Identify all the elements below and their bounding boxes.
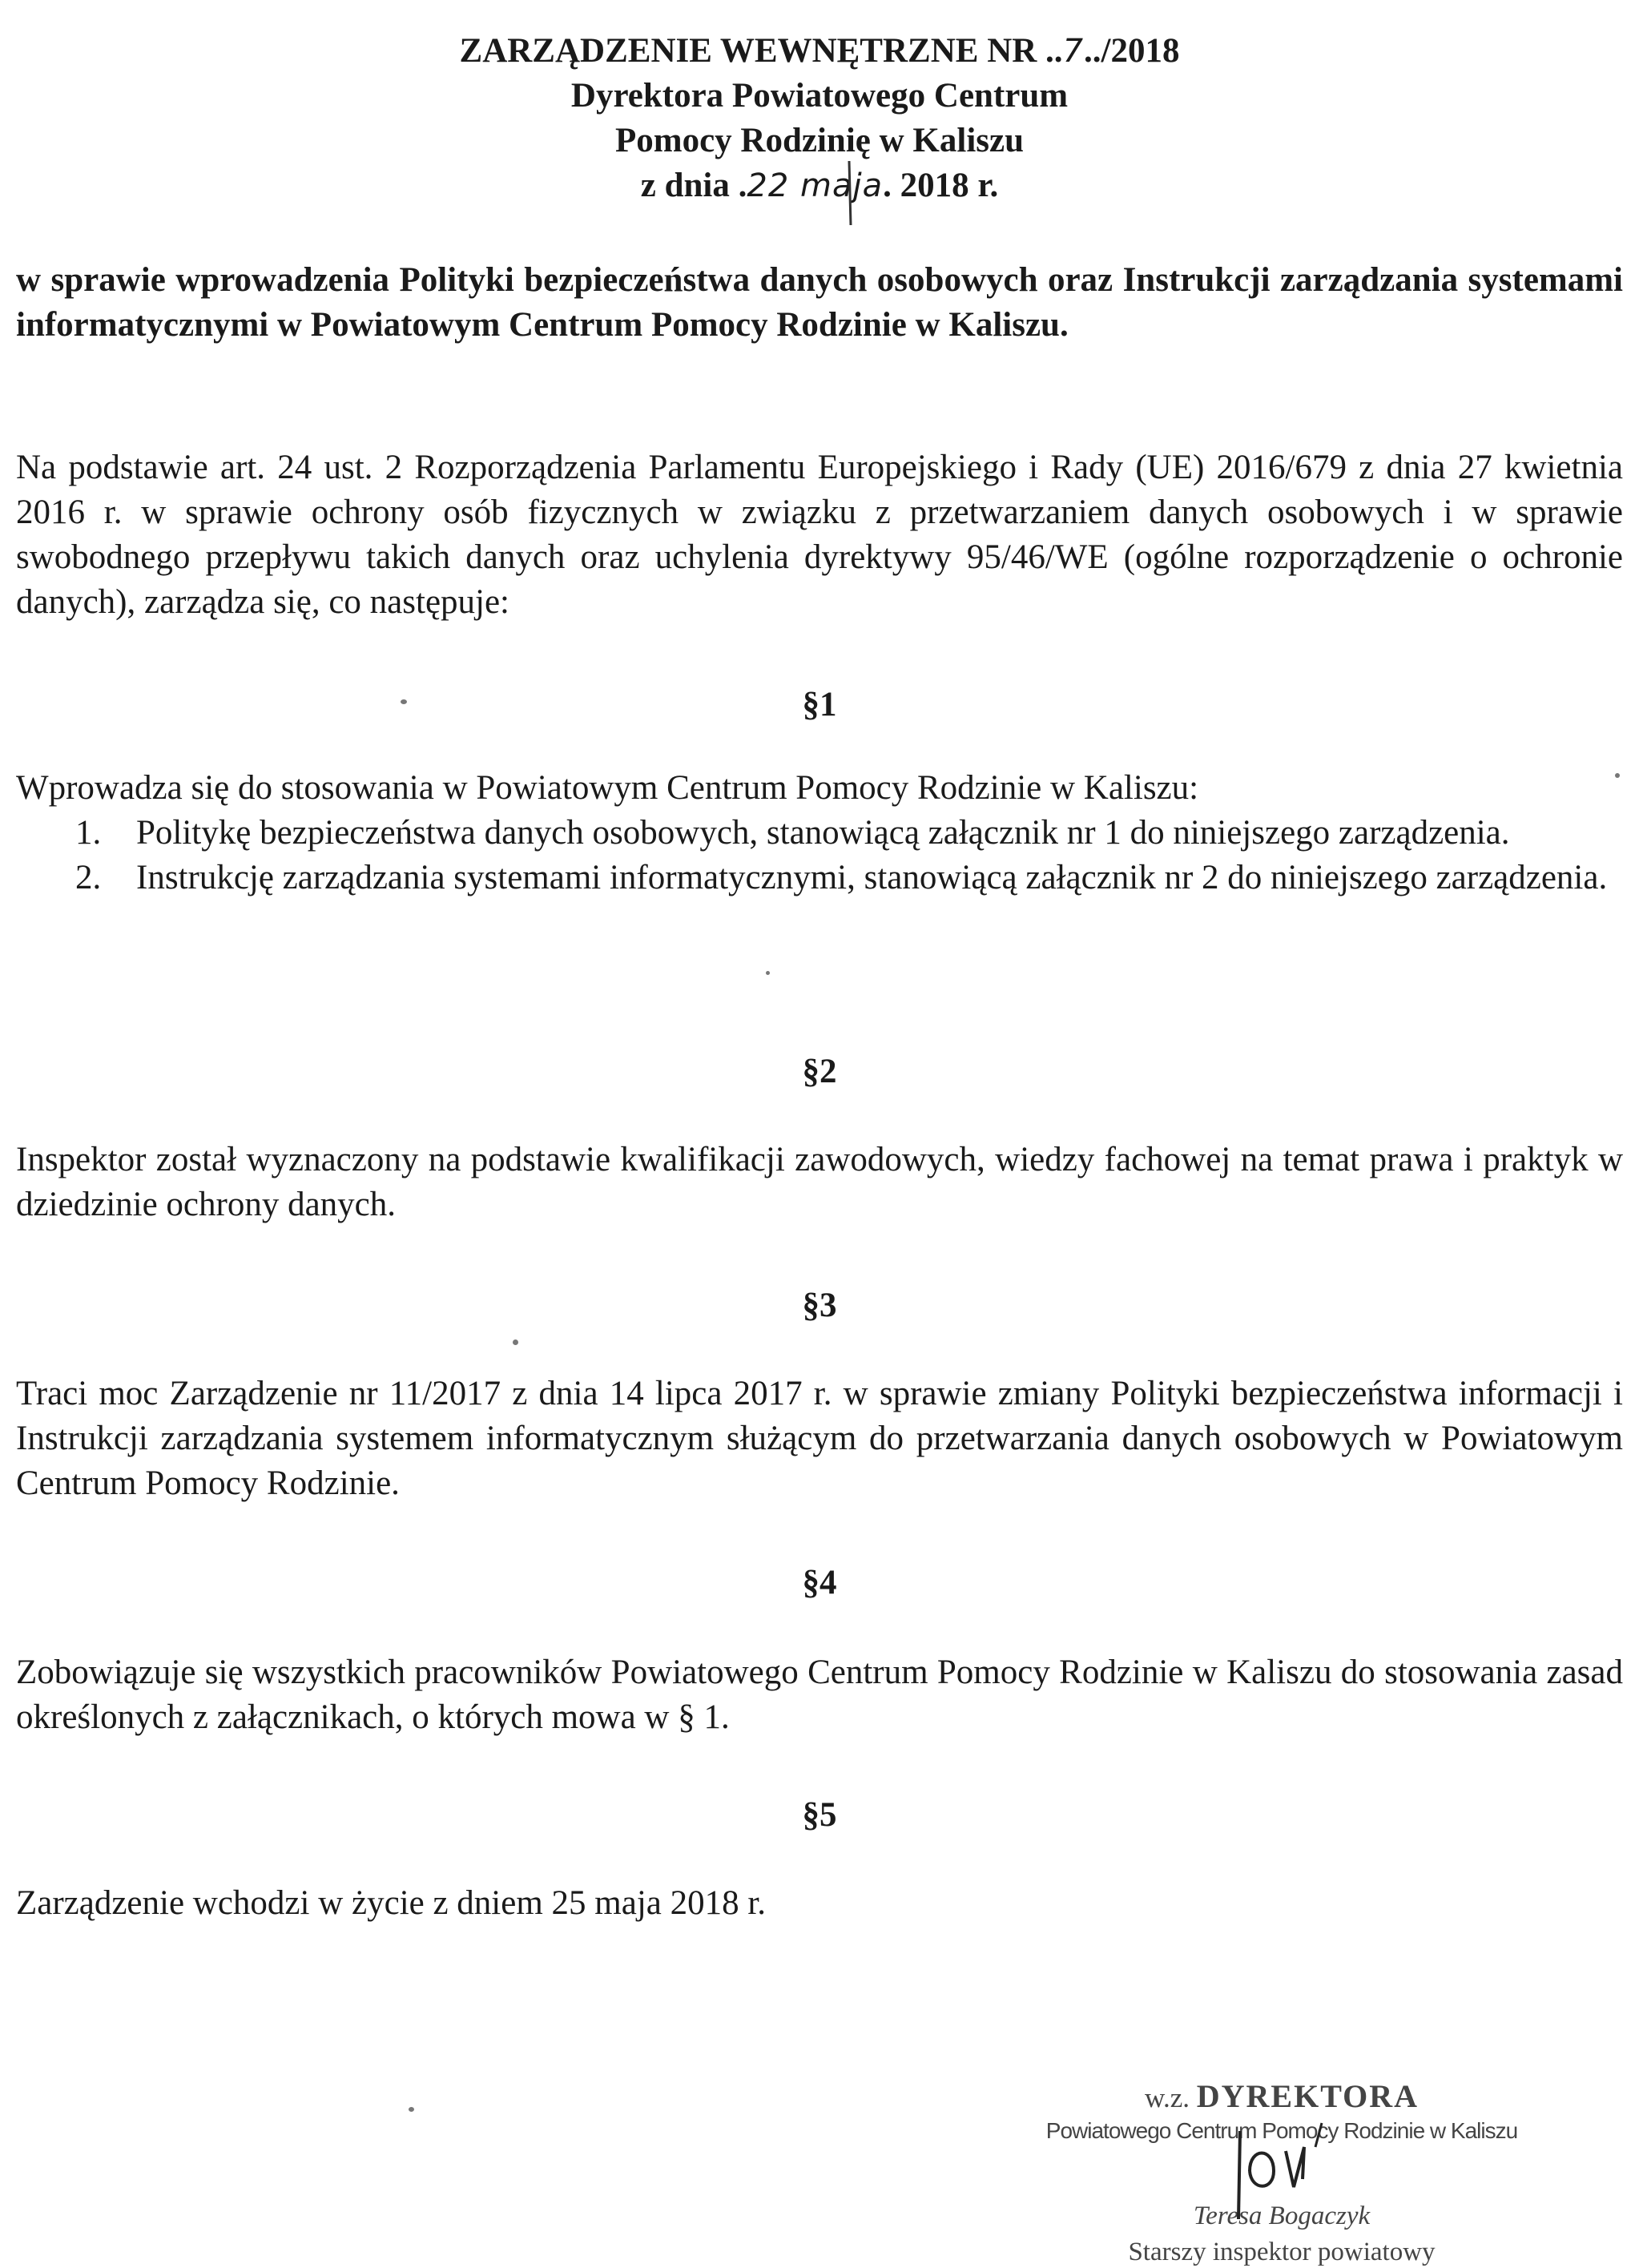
scan-speck [513,1339,518,1345]
scan-speck [1615,773,1620,778]
order-subject: w sprawie wprowadzenia Polityki bezpieczeństwa danych osobowych oraz Instrukcji zarządzania systemami informatycznymi w Powiatowym Centrum Pomocy Rodzinie w Kaliszu. [16,261,1623,344]
date-handwriting-stroke-icon [833,157,865,229]
section-heading-4: §4 [802,1564,837,1601]
section-1-intro: Wprowadza się do stosowania w Powiatowym Centrum Pomocy Rodzinie w Kaliszu: [16,769,1199,807]
handwritten-order-number: 7 [1062,33,1085,70]
stamp-position: Starszy inspektor powiatowy [1128,2238,1436,2266]
stamp-institution: Powiatowego Centrum Pomocy Rodzinie w Kaliszu [1045,2118,1518,2143]
section-2-text: Inspektor został wyznaczony na podstawie kwalifikacji zawodowych, wiedzy fachowej na temat prawa i praktyk w dziedzinie ochrony danych. [16,1141,1623,1223]
order-title: ZARZĄDZENIE WEWNĘTRZNE NR ..7../2018 [459,32,1180,70]
list-item: 2. Instrukcję zarządzania systemami informatycznymi, stanowiącą załącznik nr 2 do niniejszego zarządzenia. [75,859,1608,896]
section-5-text: Zarządzenie wchodzi w życie z dniem 25 maja 2018 r. [16,1884,767,1922]
issuer-institution: Pomocy Rodzinię w Kaliszu [615,122,1024,159]
section-4-text: Zobowiązuje się wszystkich pracowników Powiatowego Centrum Pomocy Rodzinie w Kaliszu do stosowania zasad określonych z załącznikach, o których mowa w § 1. [16,1654,1623,1736]
section-3-text: Traci moc Zarządzenie nr 11/2017 z dnia 14 lipca 2017 r. w sprawie zmiany Polityki bezpieczeństwa informacji i Instrukcji zarządzania systemem informatycznym służącym do przetwarzania danych osobowych w Powiatowym Centrum Pomocy Rodzinie. [16,1375,1623,1502]
scan-speck [766,971,770,975]
section-heading-1: §1 [802,686,837,723]
section-heading-3: §3 [802,1287,837,1324]
handwritten-date: 22 maja [747,167,884,204]
section-1-list [16,811,1623,900]
scan-speck [409,2107,414,2112]
section-heading-5: §5 [802,1796,837,1834]
stamp-title: w.z. DYREKTORA [1144,2078,1420,2114]
section-heading-2: §2 [802,1053,837,1090]
scan-speck [401,699,407,704]
issuer-line: Dyrektora Powiatowego Centrum [570,77,1069,115]
stamp-name: Teresa Bogaczyk [1193,2202,1371,2230]
legal-basis-paragraph: Na podstawie art. 24 ust. 2 Rozporządzenia Parlamentu Europejskiego i Rady (UE) 2016/679 z dnia 27 kwietnia 2016 r. w sprawie ochrony osób fizycznych w związku z przetwarzaniem danych osobowych i w sprawie swobodnego przepływu takich danych oraz uchylenia dyrektywy 95/46/WE (ogólne rozporządzenie o ochronie danych), zarządza się, co następuje: [16,449,1623,621]
list-item: 1. Politykę bezpieczeństwa danych osobowych, stanowiącą załącznik nr 1 do niniejszego zarządzenia. [75,814,1510,852]
document-header [0,29,1639,208]
handwritten-signature-icon [1226,2115,1354,2227]
order-date: z dnia .22 maja. 2018 r. [640,167,999,204]
